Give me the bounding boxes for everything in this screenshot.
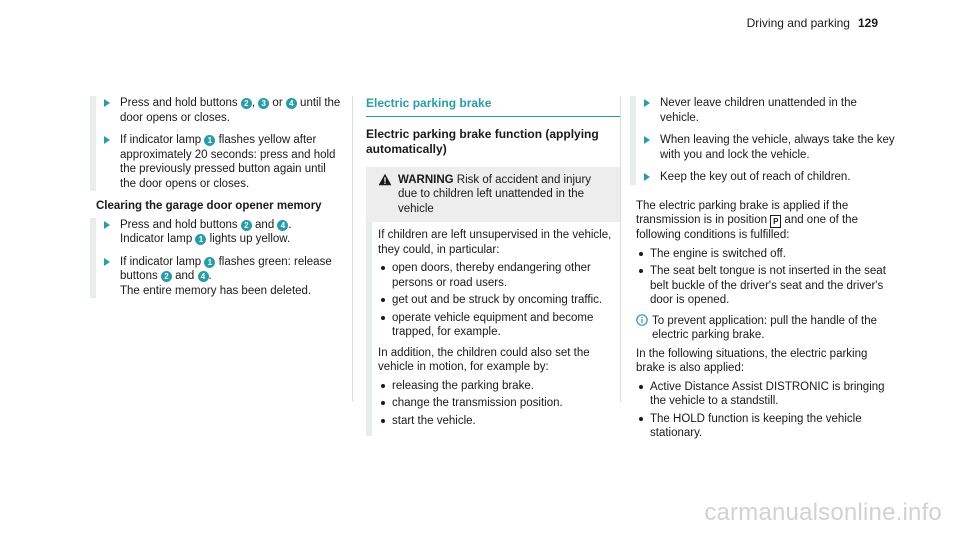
step-text: When leaving the vehicle, always take the key with you and lock the vehicle. <box>660 134 895 161</box>
step-item <box>96 133 341 191</box>
header-section: Driving and parking <box>746 16 850 30</box>
number-badge-1: 1 <box>204 135 215 146</box>
warning-paragraph: If children are left unsupervised in the vehicle, they could, in particular: <box>378 229 612 256</box>
number-badge-1: 1 <box>195 234 206 245</box>
info-icon <box>636 314 648 331</box>
arrow-right-icon <box>104 221 110 229</box>
list-item: start the vehicle. <box>378 414 620 429</box>
list-item: Active Distance Assist DISTRONIC is bringing the vehicle to a standstill. <box>636 380 898 409</box>
warning-box <box>366 167 620 223</box>
list-item: The HOLD function is keeping the vehicle stationary. <box>636 412 898 441</box>
step-text: Press and hold buttons <box>120 218 241 231</box>
steps-block-children <box>630 96 898 185</box>
step-item <box>96 255 341 299</box>
paragraph: In the following situations, the electric parking brake is also applied: <box>636 347 868 374</box>
number-badge-2: 2 <box>161 271 172 282</box>
watermark: carmanualsonline.info <box>704 499 942 526</box>
column-left <box>96 96 341 306</box>
step-item <box>96 218 341 247</box>
list-item: open doors, thereby endangering other persons or road users. <box>378 261 620 290</box>
list-item: change the transmission position. <box>378 396 620 411</box>
number-badge-4: 4 <box>198 271 209 282</box>
step-text: and <box>251 218 278 231</box>
step-text: If indicator lamp <box>120 255 205 268</box>
number-badge-2: 2 <box>241 98 252 109</box>
step-text: . <box>208 270 212 282</box>
arrow-right-icon <box>104 99 110 107</box>
steps-block-open-close <box>90 96 341 191</box>
list-item: operate vehicle equipment and become trapped, for example. <box>378 311 620 340</box>
number-badge-4: 4 <box>277 220 288 231</box>
step-text: or <box>269 97 286 109</box>
step-text: Never leave children unattended in the vehicle. <box>660 97 857 124</box>
column-divider <box>352 96 353 402</box>
step-text: and <box>171 270 198 282</box>
arrow-right-icon <box>104 258 110 266</box>
sub-title: Electric parking brake function (applying automatically) <box>366 126 599 156</box>
step-text: , <box>251 97 259 109</box>
warning-paragraph: In addition, the children could also set the vehicle in motion, for example by: <box>378 346 590 373</box>
steps-block-clearing <box>90 218 341 299</box>
step-text: flashes green: release buttons <box>120 255 332 282</box>
gear-p-icon: P <box>770 215 781 228</box>
step-text: Keep the key out of reach of children. <box>660 171 851 183</box>
arrow-right-icon <box>644 136 650 144</box>
number-badge-1: 1 <box>204 257 215 268</box>
bullet-list <box>378 379 620 429</box>
list-item: The seat belt tongue is not inserted in the seat belt buckle of the driver's seat and the driver's door is opened. <box>636 264 898 308</box>
warning-triangle-icon <box>378 173 392 191</box>
step-text: flashes yellow after approximately 20 seconds: press and hold the previously pressed button again until the door opens or closes. <box>120 134 336 190</box>
note-text: To prevent application: pull the handle of the electric parking brake. <box>652 314 878 341</box>
paragraph-text: The electric parking brake is applied if the transmission is in position <box>636 199 849 226</box>
list-item: get out and be struck by oncoming traffic. <box>378 293 620 308</box>
arrow-right-icon <box>104 136 110 144</box>
page-number: 129 <box>857 16 878 30</box>
result-text: The entire memory has been deleted. <box>120 284 312 297</box>
page-header <box>747 16 878 30</box>
number-badge-2: 2 <box>241 220 252 231</box>
step-text: If indicator lamp <box>120 134 205 146</box>
step-item <box>636 170 898 185</box>
step-text: until the door opens or closes. <box>120 97 341 124</box>
result-text: Indicator lamp <box>120 233 196 245</box>
bullet-list <box>636 247 898 308</box>
arrow-right-icon <box>644 173 650 181</box>
list-item: releasing the parking brake. <box>378 379 620 394</box>
list-item: The engine is switched off. <box>636 247 898 262</box>
clearing-memory-heading: Clearing the garage door opener memory <box>96 200 322 212</box>
column-divider <box>620 96 621 402</box>
step-item <box>636 96 898 125</box>
note <box>636 314 898 343</box>
step-text: . <box>288 218 292 231</box>
column-right <box>636 96 898 447</box>
bullet-list <box>378 261 620 340</box>
step-text: Press and hold buttons <box>120 97 241 109</box>
number-badge-4: 4 <box>286 98 297 109</box>
result-text: lights up yellow. <box>206 233 291 245</box>
paragraph <box>636 199 898 243</box>
step-item <box>636 133 898 162</box>
warning-label: WARNING <box>398 173 454 186</box>
arrow-right-icon <box>644 99 650 107</box>
warning-text: Risk of accident and injury due to children left unattended in the vehicle <box>398 173 592 215</box>
number-badge-3: 3 <box>258 98 269 109</box>
column-middle <box>366 96 620 436</box>
bullet-list <box>636 380 898 441</box>
warning-body <box>366 222 620 436</box>
section-title: Electric parking brake <box>366 96 620 117</box>
step-item <box>96 96 341 125</box>
paragraph-text: and one of the following conditions is fulfilled: <box>636 214 858 241</box>
